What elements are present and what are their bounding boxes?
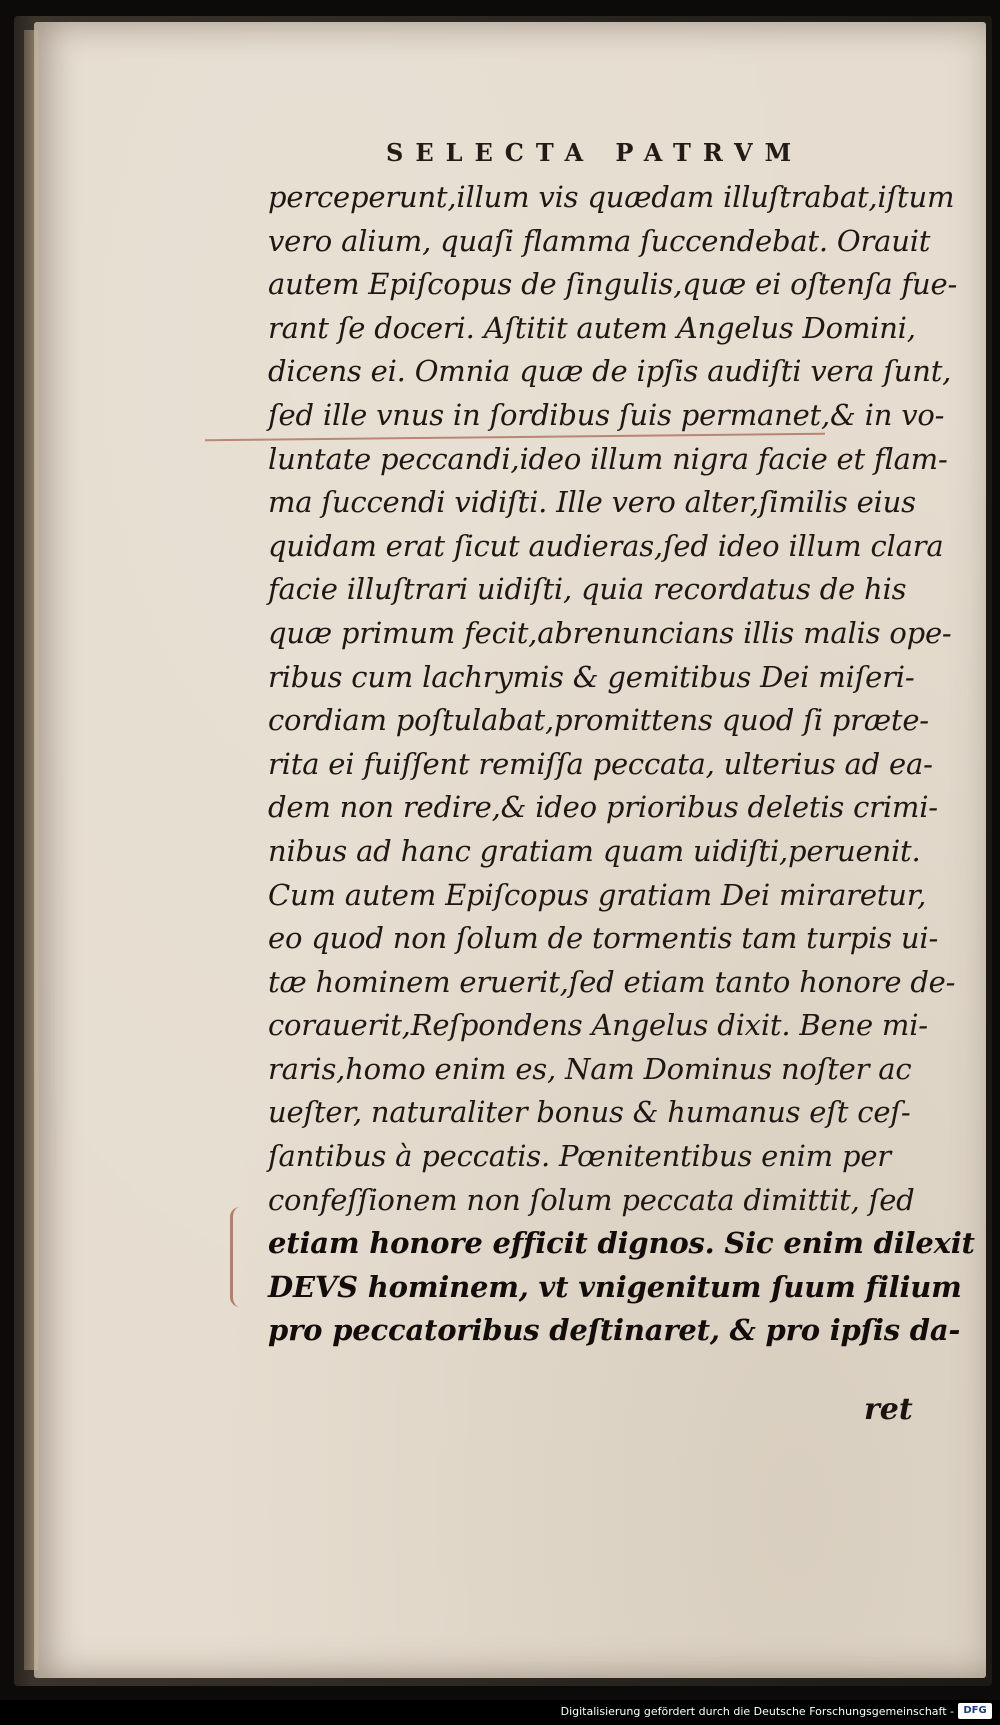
text-line: cordiam poſtulabat,promittens quod ſi præte- [268, 703, 929, 738]
text-line: pro peccatoribus deſtinaret, & pro ipſis da- [268, 1313, 961, 1348]
text-line: ma ſuccendi vidiſti. Ille vero alter,ſimilis eius [268, 485, 916, 520]
dfg-logo: DFG [958, 1703, 992, 1719]
catchword: ret [864, 1392, 913, 1427]
text-line: facie illuſtrari uidiſti, quia recordatus de his [268, 572, 907, 607]
text-line: vero alium, quaſi flamma ſuccendebat. Orauit [268, 223, 931, 258]
text-line: ueſter, naturaliter bonus & humanus eſt ceſ- [268, 1095, 911, 1130]
margin-bracket-mark [230, 1207, 243, 1307]
text-line: ſantibus à peccatis. Pœnitentibus enim per [268, 1139, 891, 1174]
text-line: raris,homo enim es, Nam Dominus noſter ac [268, 1051, 912, 1086]
text-line: quidam erat ſicut audieras,ſed ideo illum clara [268, 528, 944, 563]
funding-note: Digitalisierung gefördert durch die Deutsche Forschungsgemeinschaft - [560, 1705, 954, 1718]
page-edge [24, 30, 38, 1670]
text-line: etiam honore efficit dignos. Sic enim dilexit [268, 1226, 975, 1261]
text-line: nibus ad hanc gratiam quam uidiſti,peruenit. [268, 833, 921, 868]
text-line: perceperunt,illum vis quædam illuſtrabat,iſtum [268, 180, 955, 214]
text-line: tæ hominem eruerit,ſed etiam tanto honore de- [268, 964, 956, 999]
text-line: corauerit,Reſpondens Angelus dixit. Bene mi- [268, 1008, 928, 1043]
text-line: luntate peccandi,ideo illum nigra facie et flam- [268, 441, 948, 476]
text-line: dicens ei. Omnia quæ de ipſis audiſti vera ſunt, [268, 354, 952, 389]
running-head: SELECTA PATRVM [386, 138, 804, 167]
text-line: autem Epiſcopus de ſingulis,quæ ei oſtenſa fue- [268, 267, 958, 302]
text-line: confeſſionem non ſolum peccata dimittit, ſed [268, 1182, 915, 1217]
text-line: quæ primum fecit,abrenuncians illis malis ope- [268, 615, 952, 650]
text-line: rant ſe doceri. Aſtitit autem Angelus Domini, [268, 310, 916, 345]
text-line: Cum autem Epiſcopus gratiam Dei miraretur, [268, 877, 927, 912]
text-line: dem non redire,& ideo prioribus deletis crimi- [268, 790, 938, 825]
text-line: eo quod non ſolum de tormentis tam turpis ui- [268, 921, 939, 956]
text-line: rita ei fuiſſent remiſſa peccata, ulterius ad ea- [268, 746, 933, 781]
text-line: ribus cum lachrymis & gemitibus Dei miſeri- [268, 659, 915, 694]
text-line: ſed ille vnus in ſordibus ſuis permanet,& in vo- [268, 397, 945, 432]
text-line: DEVS hominem, vt vnigenitum ſuum filium [268, 1269, 962, 1304]
body-text [268, 176, 975, 1353]
